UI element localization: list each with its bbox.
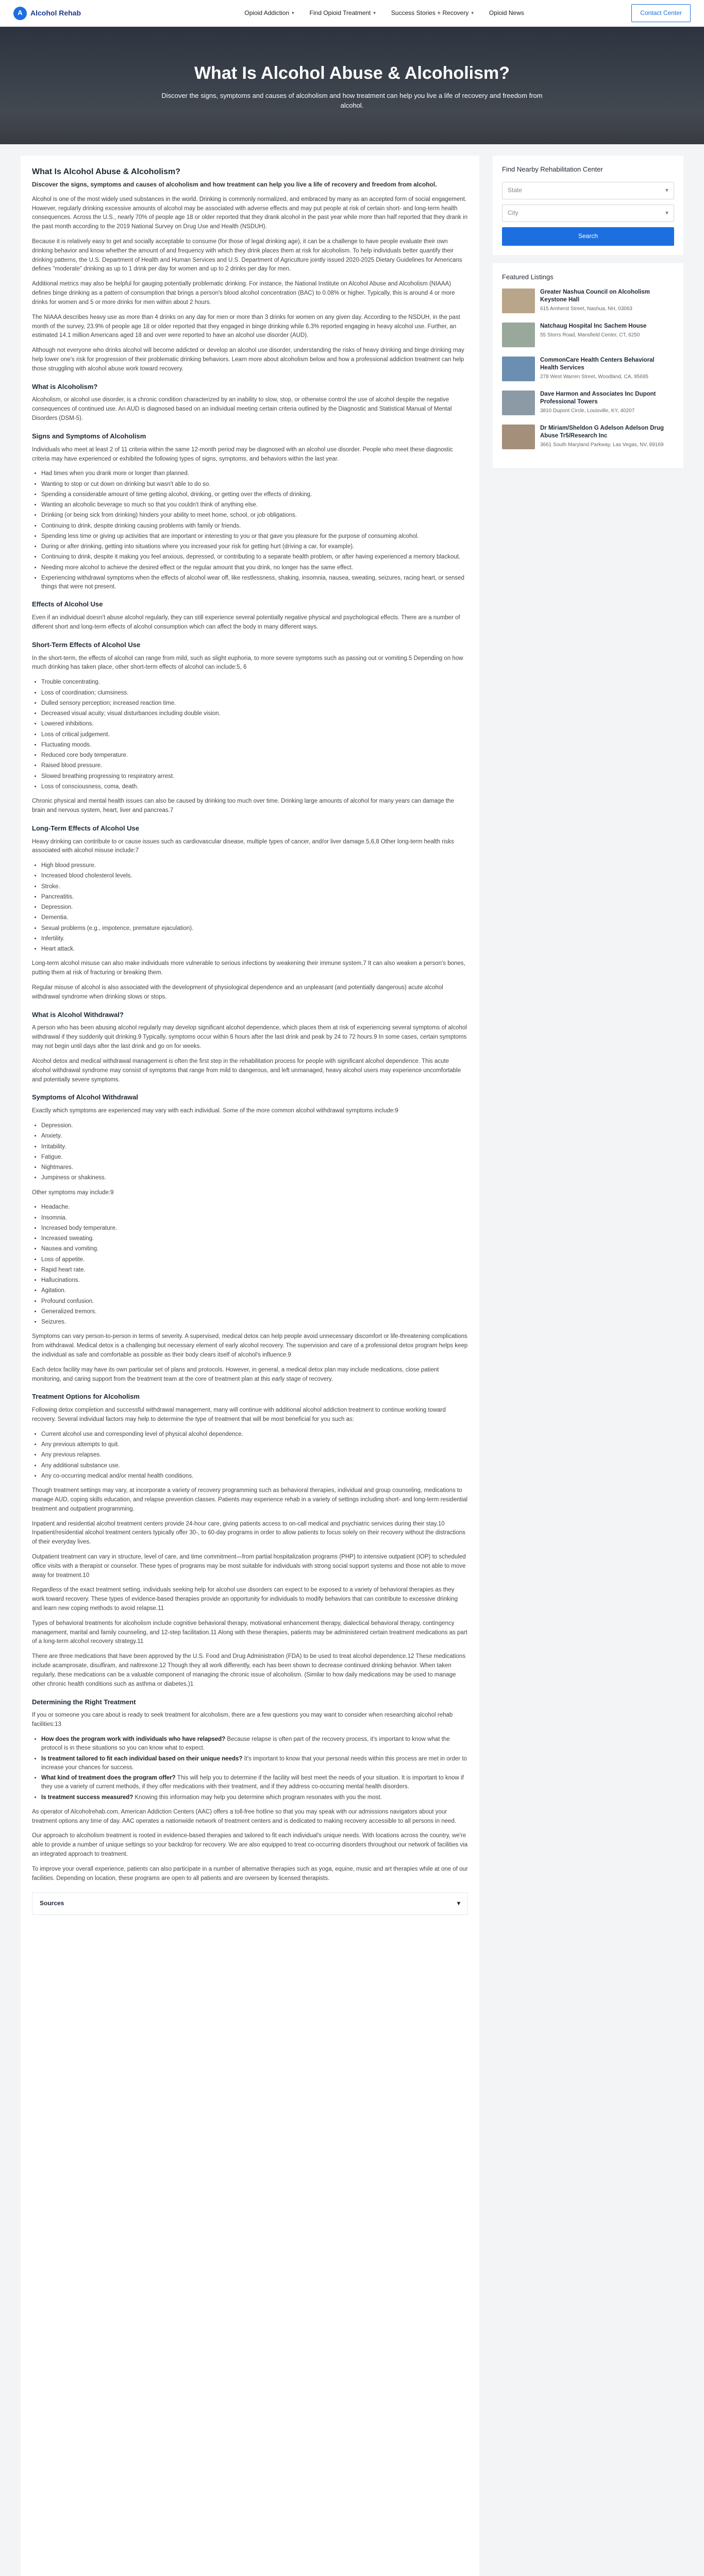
list-item: • Any previous relapses. (41, 1451, 468, 1460)
list-item: • Sexual problems (e.g., impotence, premature ejaculation). (41, 924, 468, 933)
listing-name: Dave Harmon and Associates Inc Dupont Professional Towers (540, 391, 656, 405)
paragraph: Long-term alcohol misuse can also make individuals more vulnerable to serious infections by weakening their immune system.7 It can also weaken a person's bones, putting them at risk of fracturing or breaking them. (32, 960, 465, 976)
list-item: • Nightmares. (41, 1163, 468, 1172)
sidebar (493, 156, 683, 468)
hero-banner (0, 27, 704, 144)
listing-thumbnail (502, 391, 535, 415)
paragraph: Chronic physical and mental health issues can also be caused by drinking too much over time. Drinking large amounts of alcohol for many years can damage the brain and nervous system, heart, liver and pancreas.7 (32, 798, 454, 814)
list-item: • Any additional substance use. (41, 1462, 468, 1470)
chevron-down-icon: ▾ (471, 10, 474, 15)
short-term-effects-list (41, 678, 468, 791)
section-heading: Determining the Right Treatment (32, 1698, 136, 1706)
section-heading: Signs and Symptoms of Alcoholism (32, 432, 146, 440)
listing-address: 55 Storrs Road, Mansfield Center, CT, 6250 (540, 332, 640, 338)
sources-label: Sources (40, 1900, 64, 1907)
section-heading: Effects of Alcohol Use (32, 600, 103, 608)
intro-paragraphs (32, 195, 468, 374)
featured-listings (493, 263, 683, 468)
section-heading: Symptoms of Alcohol Withdrawal (32, 1093, 138, 1101)
article-title: What Is Alcohol Abuse & Alcoholism? (32, 167, 181, 176)
list-item: • Trouble concentrating. (41, 678, 468, 687)
list-item: • Dulled sensory perception; increased reaction time. (41, 699, 468, 708)
list-item (41, 1774, 468, 1792)
list-item: • Depression. (41, 903, 468, 912)
list-item: • Infertility. (41, 935, 468, 943)
paragraph: Individuals who meet at least 2 of 11 criteria within the same 12-month period may be diagnosed with an alcohol use disorder. People who meet these diagnostic criteria may have experienced or exhibited the following types of signs, symptoms, and behaviors within the last year. (32, 446, 453, 462)
question-text: It's important to know that your personal needs within this process are met in order to increase your chances for success. (41, 1755, 467, 1771)
top-navbar (0, 0, 704, 27)
paragraph: Exactly which symptoms are experienced may vary with each individual. Some of the more common alcohol withdrawal symptoms include:9 (32, 1108, 398, 1114)
paragraph: Alcoholism, or alcohol use disorder, is a chronic condition characterized by an inability to slow, stop, or otherwise control the use of alcohol despite the negative consequences of continued use. An AUD is diagnosed based on an individual meeting certain criteria outlined by the Diagnostic and Statistical Manual of Mental Disorders (DSM-5). (32, 397, 452, 422)
contact-center-button[interactable]: Contact Center (631, 4, 691, 22)
section-heading: Long-Term Effects of Alcohol Use (32, 824, 140, 832)
list-item: • Insomnia. (41, 1214, 468, 1223)
listing-name: CommonCare Health Centers Behavioral Health Services (540, 357, 655, 371)
listing-card[interactable] (502, 323, 674, 347)
list-item: • Rapid heart rate. (41, 1266, 468, 1275)
list-item: • Increased body temperature. (41, 1224, 468, 1233)
question-title: Is treatment success measured? (41, 1794, 133, 1801)
paragraph: Other symptoms may include:9 (32, 1189, 114, 1196)
paragraph: Inpatient and residential alcohol treatment centers provide 24-hour care, giving patients access to on-call medical and psychiatric services during their stay.10 Inpatient/residential alcohol treatment centers typically offer 30-, to 60-day programs in order to allow patients to focus solely on their recovery without the distractions of their everyday lives. (32, 1520, 465, 1546)
nav-label: Opioid Addiction (244, 9, 290, 16)
listing-thumbnail (502, 425, 535, 449)
rehab-search-panel (493, 156, 683, 255)
withdrawal-symptom-list (41, 1122, 468, 1183)
list-item: • Jumpiness or shakiness. (41, 1174, 468, 1182)
list-item: • Had times when you drank more or longer than planned. (41, 469, 468, 478)
listing-card[interactable] (502, 391, 674, 415)
question-text: Because relapse is often part of the recovery process, it's important to know what the protocol is in these situations so you can know what to expect. (41, 1736, 450, 1752)
listing-address: 3810 Dupont Circle, Louisville, KY, 40207 (540, 408, 635, 414)
paragraph: Following detox completion and successful withdrawal management, many will continue with additional alcohol addiction treatment to continue working toward recovery. Several individual factors may help to determine the type of treatment that will be most beneficial for you such as: (32, 1407, 446, 1423)
nav-label: Opioid News (489, 9, 524, 16)
listing-card[interactable] (502, 289, 674, 313)
list-item: • Spending less time or giving up activities that are important or interesting to you or that gave you pleasure for the purpose of consuming alcohol. (41, 532, 468, 541)
question-list (41, 1735, 468, 1802)
nav-find-treatment[interactable] (310, 9, 376, 18)
paragraph: Outpatient treatment can vary in structure, level of care, and time commitment—from partial hospitalization programs (PHP) to intensive outpatient (IOP) to scheduled office visits with a therapist or counselor. These types of programs may be most suitable for individuals with strong social support systems and those not able to move away for treatment.10 (32, 1553, 466, 1579)
paragraph: Our approach to alcoholism treatment is rooted in evidence-based therapies and tailored to fit each individual's unique needs. With locations across the country, we're able to provide a number of unique settings so your backdrop for recovery. We are also equipped to treat co-occurring disorders throughout our network of facilities via an integrated approach to treatment. (32, 1833, 468, 1857)
list-item: • Current alcohol use and corresponding level of physical alcohol dependence. (41, 1430, 468, 1439)
list-item: • Reduced core body temperature. (41, 751, 468, 760)
chevron-down-icon: ▾ (373, 10, 376, 15)
list-item: • Wanting to stop or cut down on drinking but wasn't able to do so. (41, 480, 468, 489)
list-item: • Loss of critical judgement. (41, 731, 468, 739)
hero-subtitle: Discover the signs, symptoms and causes of alcoholism and how treatment can help you live a life of recovery and freedom from alcohol. (161, 91, 543, 109)
section-heading: What is Alcohol Withdrawal? (32, 1010, 124, 1019)
listing-address: 278 West Warren Street, Woodland, CA, 95695 (540, 374, 648, 380)
listing-name: Natchaug Hospital Inc Sachem House (540, 323, 647, 329)
list-item: • Heart attack. (41, 945, 468, 954)
nav-label: Find Opioid Treatment (309, 9, 371, 16)
paragraph: Each detox facility may have its own particular set of plans and protocols. However, in general, a medical detox plan may include medications, close patient monitoring, and caring support from the treatment team at the core of treatment plan at this early stage of recovery. (32, 1366, 439, 1382)
paragraph: Regardless of the exact treatment setting, individuals seeking help for alcohol use disorders can expect to be exposed to a variety of behavioral therapies as they work toward recovery. These types of evidence-based therapies provide an opportunity for individuals to modify behaviors that can contribute to excessive drinking and learn new coping methods to avoid relapse.11 (32, 1587, 458, 1612)
list-item: • Wanting an alcoholic beverage so much so that you couldn't think of anything else. (41, 501, 468, 510)
paragraph: Heavy drinking can contribute to or cause issues such as cardiovascular disease, multiple types of cancer, and/or liver damage.5,6,8 Other long-term health risks associated with alcohol misuse include:7 (32, 838, 454, 854)
list-item: • Experiencing withdrawal symptoms when the effects of alcohol wear off, like restlessness, shaking, insomnia, nausea, sweating, seizures, racing heart, or sensed things that were not present. (41, 574, 468, 592)
list-item: • Depression. (41, 1122, 468, 1130)
main-nav (137, 9, 631, 18)
list-item: • Agitation. (41, 1286, 468, 1295)
city-placeholder: City (508, 209, 518, 217)
list-item: • Nausea and vomiting. (41, 1245, 468, 1253)
list-item: • Continuing to drink, despite it making you feel anxious, depressed, or contributing to a separate health problem, or after having experienced a memory blackout. (41, 553, 468, 562)
list-item: • Lowered inhibitions. (41, 720, 468, 728)
list-item: • Pancreatitis. (41, 893, 468, 902)
list-item: • Loss of consciousness, coma, death. (41, 783, 468, 791)
list-item: • Seizures. (41, 1318, 468, 1327)
paragraph: Additional metrics may also be helpful for gauging potentially problematic drinking. For instance, the National Institute on Alcohol Abuse and Alcoholism (NIAAA) defines binge drinking as a pattern of consumption that brings a person's blood alcohol concentration (BAC) to 0.08% or higher. Typically, this is around 4 or more drinks for women and 5 or more drinks for men within about 2 hours. (32, 281, 455, 306)
chevron-down-icon: ▾ (457, 1900, 460, 1907)
paragraph: Though treatment settings may vary, at incorporate a variety of recovery programming such as behavioral therapies, individual and group counseling, medications to manage AUD, coping skills education, and relapse prevention classes. Patients may experience rehab in a variety of settings including short- and long-term residential treatment and outpatient programming. (32, 1487, 468, 1512)
state-placeholder: State (508, 187, 523, 194)
listing-card[interactable] (502, 357, 674, 381)
paragraph: If you or someone you care about is ready to seek treatment for alcoholism, there are a few questions you may want to consider when researching alcohol rehab facilities:13 (32, 1712, 453, 1728)
list-item: • Raised blood pressure. (41, 761, 468, 770)
list-item: • Continuing to drink, despite drinking causing problems with family or friends. (41, 522, 468, 531)
list-item: • Irritability. (41, 1143, 468, 1151)
list-item: • Loss of appetite. (41, 1256, 468, 1264)
listing-address: 3661 South Maryland Parkway, Las Vegas, NV, 89169 (540, 442, 664, 448)
list-item: • Spending a considerable amount of time getting alcohol, drinking, or getting over the effects of drinking. (41, 490, 468, 499)
city-select[interactable] (502, 205, 674, 222)
article-lead: Discover the signs, symptoms and causes of alcoholism and how treatment can help you live a life of recovery and freedom from alcohol. (32, 181, 437, 189)
paragraph: Alcohol detox and medical withdrawal management is often the first step in the rehabilitation process for people with significant alcohol dependence. This acute alcohol withdrawal syndrome may consist of symptoms that range from mild to dangerous, and left unmanaged, heavy alcohol users may experience uncomfortable and potentially severe symptoms. (32, 1058, 461, 1083)
list-item: • Anxiety. (41, 1132, 468, 1141)
other-symptom-list (41, 1203, 468, 1327)
nav-label: Success Stories + Recovery (391, 9, 469, 16)
nav-success-stories[interactable] (391, 9, 474, 18)
section-heading: Treatment Options for Alcoholism (32, 1393, 140, 1401)
list-item: • Drinking (or being sick from drinking) hinders your ability to meet home, school, or job obligations. (41, 511, 468, 520)
list-item: • During or after drinking, getting into situations where you increased your risk for getting hurt (driving a car, for example). (41, 543, 468, 551)
list-item: • Decreased visual acuity; visual disturbances including double vision. (41, 709, 468, 718)
paragraph: In the short-term, the effects of alcohol can range from mild, such as slight euphoria, to more severe symptoms such as passing out or vomiting.5 Depending on how much drinking has taken place, other short-term effects of alcohol can include:5, 6 (32, 655, 463, 671)
list-item: • Any previous attempts to quit. (41, 1440, 468, 1449)
sources-accordion[interactable] (32, 1892, 468, 1914)
question-title: How does the program work with individuals who have relapsed? (41, 1736, 226, 1742)
paragraph: A person who has been abusing alcohol regularly may develop significant alcohol dependence, which places them at risk of experiencing several symptoms of alcohol withdrawal if they suddenly quit drinking.9 Typically, symptoms occur within 6 hours after the last drink and peak by 24 to 72 hours.9 In some cases, certain symptoms may not begin until days after the last drink and go on for weeks. (32, 1025, 467, 1050)
listing-card[interactable] (502, 425, 674, 449)
search-button[interactable]: Search (502, 227, 674, 246)
list-item (41, 1735, 468, 1753)
list-item: • Dementia. (41, 913, 468, 922)
list-item: • Generalized tremors. (41, 1308, 468, 1316)
paragraph: Even if an individual doesn't abuse alcohol regularly, they can still experience several potentially negative physical and psychological effects. There are a number of different short and long-term effects of alcohol consumption which can affect the body in many different ways. (32, 615, 460, 630)
question-title: What kind of treatment does the program offer? (41, 1775, 176, 1781)
site-logo[interactable] (13, 7, 137, 20)
list-item (41, 1793, 468, 1802)
paragraph: Because it is relatively easy to get and socially acceptable to consume (for those of legal drinking age), it can be a challenge to have people evaluate their own drinking behavior and know whether the amount of and frequency with which they drink places them at risk for alcoholism. To help individuals better quantify their drinking patterns, the U.S. Department of Health and Human Services and U.S. Department of Agriculture jointly issued 2020-2025 Dietary Guidelines for Americans defines "moderate" drinking as up to 1 drink per day for women and up to 2 drinks per day for men. (32, 239, 462, 273)
section-heading: Short-Term Effects of Alcohol Use (32, 640, 141, 649)
list-item: • Fatigue. (41, 1153, 468, 1162)
paragraph: Although not everyone who drinks alcohol will become addicted or develop an alcohol use disorder, understanding the risks of heavy drinking and binge drinking may help lower one's risk for progression of their problematic drinking behaviors. Learn more about alcoholism below and how a professional addiction treatment can help those struggling with alcohol abuse work toward recovery. (32, 347, 464, 372)
question-title: Is treatment tailored to fit each individual based on their unique needs? (41, 1755, 243, 1762)
content-wrapper (0, 144, 704, 2576)
listing-address: 615 Amherst Street, Nashua, NH, 03063 (540, 306, 632, 312)
logo-mark: A (13, 7, 27, 20)
list-item: • Any co-occurring medical and/or mental health conditions. (41, 1472, 468, 1481)
logo-text: Alcohol Rehab (30, 9, 81, 18)
listing-thumbnail (502, 357, 535, 381)
symptom-list (41, 469, 468, 591)
paragraph: Alcohol is one of the most widely used substances in the world. Drinking is commonly normalized, and embraced by many as an accepted form of social engagement. However, regularly drinking excessive amounts of alcohol may be associated with adverse effects and may put people at risk of certain short- and long-term health consequences. Across the U.S., nearly 70% of people age 18 or older reported that they drank alcohol in the past year while more than half reported that they drank in the past month according to the 2019 National Survey on Drug Use and Health (NSDUH). (32, 196, 468, 230)
paragraph: Symptoms can vary person-to-person in terms of severity. A supervised, medical detox can help people avoid unnecessary discomfort or life-threatening complications from withdrawal. Medical detox is a challenging but necessary element of early alcohol recovery. The supervision and care of a professional detox program helps keep the individual as safe and comfortable as possible as their body clears itself of alcohol's influence.9 (32, 1333, 468, 1358)
hero-title: What Is Alcohol Abuse & Alcoholism? (194, 63, 510, 83)
listing-thumbnail (502, 289, 535, 313)
list-item: • Fluctuating moods. (41, 741, 468, 750)
list-item: • Needing more alcohol to achieve the desired effect or the regular amount that you drink, no longer has the same effect. (41, 564, 468, 572)
paragraph: There are three medications that have been approved by the U.S. Food and Drug Administration (FDA) to be used to treat alcohol dependence.12 These medications include acamprosate, disulfiram, and naltrexone.12 Though they all work differently, each has been shown to decrease continued drinking behavior. When taken regularly, these medications can be a valuable component of managing the chronic issue of alcoholism. (Similar to how daily medications may be used to manage other chronic health conditions such as asthma or diabetes.)1 (32, 1653, 466, 1687)
search-panel-title: Find Nearby Rehabilitation Center (502, 165, 603, 173)
chevron-down-icon: ▾ (292, 10, 294, 15)
listing-thumbnail (502, 323, 535, 347)
chevron-down-icon: ▾ (665, 187, 668, 194)
paragraph: Regular misuse of alcohol is also associated with the development of physiological dependence and an unpleasant (and potentially dangerous) acute alcohol withdrawal syndrome when drinking slows or stops. (32, 985, 443, 1000)
paragraph: As operator of Alcoholrehab.com, American Addiction Centers (AAC) offers a toll-free hotline so that you may speak with our admissions navigators about your treatment options any time of day. AAC operates a nationwide network of treatment centers and is dedicated to making recovery accessible to all persons in need. (32, 1808, 457, 1824)
nav-opioid-addiction[interactable] (244, 9, 294, 18)
question-text: This will help you to determine if the facility will best meet the needs of your situation. It is important to know if they use a variety of current methods, if they offer medications with their treatment, and if they address co-occurring mental health disorders. (41, 1775, 464, 1790)
list-item: • Increased blood cholesterol levels. (41, 872, 468, 880)
chevron-down-icon: ▾ (665, 209, 668, 217)
listing-name: Dr Miriam/Sheldon G Adelson Adelson Drug Abuse Tr5/Research Inc (540, 425, 664, 439)
paragraph: The NIAAA describes heavy use as more than 4 drinks on any day for men or more than 3 drinks for women on any given day. According to the NSDUH, in the past month of the survey, 23.9% of people age 18 or older reported that they engaged in binge drinking while 6.3% reported engaging in heavy alcohol use. Further, an estimated 14.1 million Americans aged 18 and over were reported to have an alcohol use disorder (AUD). (32, 314, 460, 339)
list-item: • Slowed breathing progressing to respiratory arrest. (41, 772, 468, 781)
treatment-factor-list (41, 1430, 468, 1481)
state-select[interactable] (502, 182, 674, 199)
paragraph: Types of behavioral treatments for alcoholism include cognitive behavioral therapy, motivational enhancement therapy, dialectical behavioral therapy, contingency management, marital and family counseling, and 12-step facilitation.11 Along with these therapies, patients may be administered certain treatment medications as part of a long-term alcohol recovery strategy.11 (32, 1620, 467, 1645)
paragraph: To improve your overall experience, patients can also participate in a number of alternative therapies such as yoga, equine, music and art therapies while at one of our facilities. Depending on location, these programs are open to all patients and are overseen by licensed therapists. (32, 1866, 468, 1882)
listing-cards (502, 289, 674, 449)
section-heading: What is Alcoholism? (32, 382, 98, 391)
list-item: • Loss of coordination; clumsiness. (41, 689, 468, 698)
question-text: Knowing this information may help you determine which program resonates with you the most. (133, 1794, 382, 1801)
list-item: • Headache. (41, 1203, 468, 1212)
long-term-effects-list (41, 861, 468, 954)
list-item: • Profound confusion. (41, 1297, 468, 1306)
list-item: • Increased sweating. (41, 1234, 468, 1243)
list-item: • Hallucinations. (41, 1276, 468, 1285)
listing-name: Greater Nashua Council on Alcoholism Keystone Hall (540, 289, 650, 303)
nav-opioid-news[interactable] (489, 9, 524, 18)
list-item: • Stroke. (41, 883, 468, 891)
list-item (41, 1755, 468, 1773)
listings-title: Featured Listings (502, 273, 554, 281)
article (21, 156, 479, 2576)
list-item: • High blood pressure. (41, 861, 468, 870)
